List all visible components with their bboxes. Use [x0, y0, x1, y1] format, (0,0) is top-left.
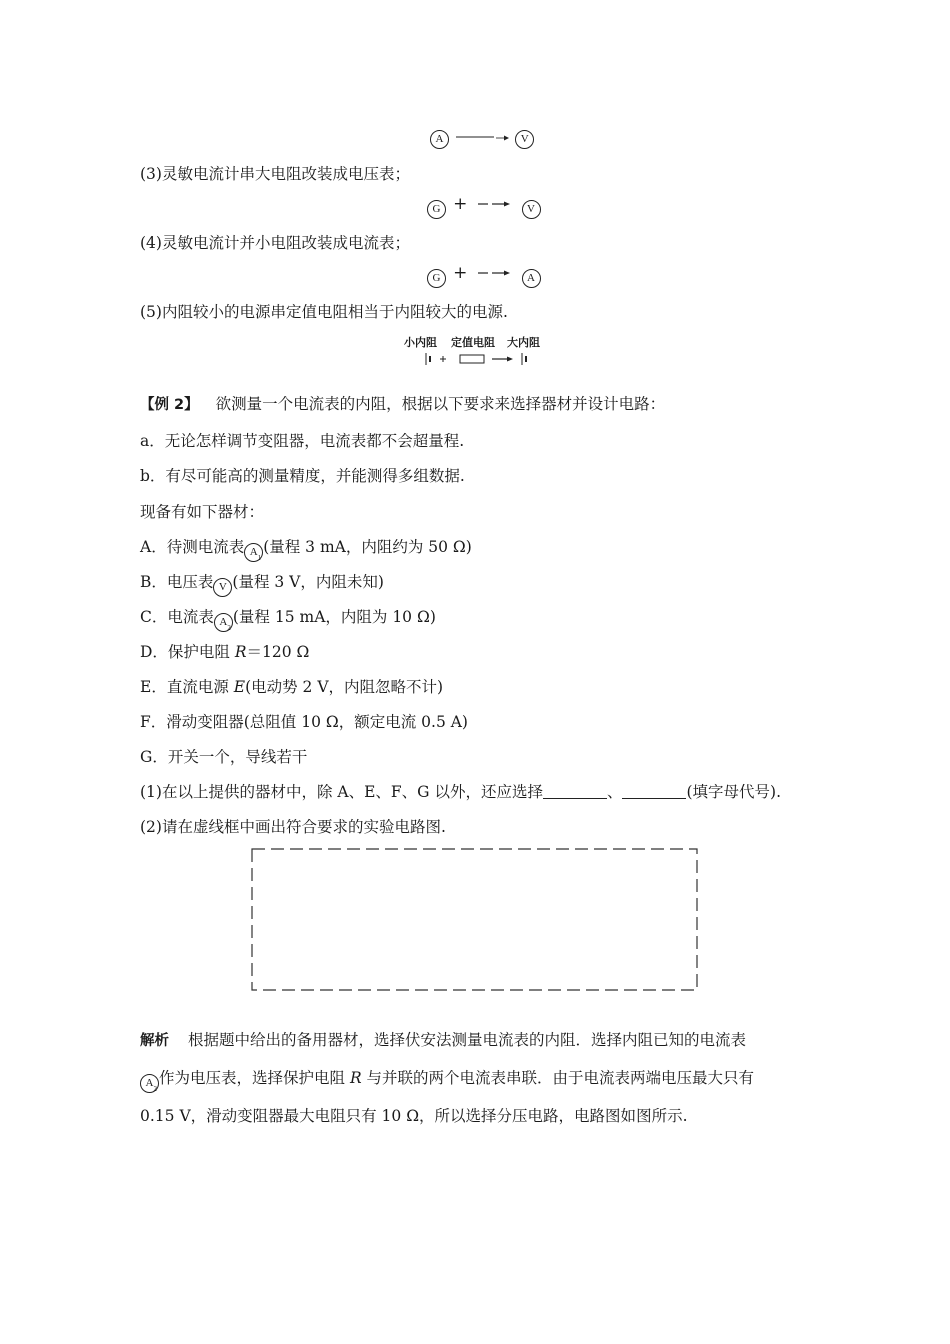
figure-galvanometer-to-voltmeter [427, 194, 541, 219]
option-b-suffix: (量程 3 V，内阻未知) [232, 573, 384, 591]
figure-battery-resistor [404, 334, 550, 370]
option-a-suffix: (量程 3 mA，内阻约为 50 Ω) [263, 538, 472, 556]
label-small-internal-resistance: 小内阻 [404, 336, 437, 349]
analysis-line-3: 0.15 V，滑动变阻器最大电阻只有 10 Ω，所以选择分压电路，电路图如图所示. [140, 1107, 688, 1125]
analysis-line-1 [140, 1030, 746, 1051]
label-fixed-resistor: 定值电阻 [451, 336, 495, 349]
example-tag: 【例 2】 [140, 397, 199, 413]
option-a [140, 537, 472, 562]
item-4: (4)灵敏电流计并小电阻改装成电流表； [140, 234, 410, 252]
battery-resistor-diagram [404, 350, 550, 368]
option-f: F．滑动变阻器(总阻值 10 Ω，额定电流 0.5 A) [140, 713, 468, 731]
question-2: (2)请在虚线框中画出符合要求的实验电路图. [140, 818, 446, 836]
arrow-icon [472, 194, 516, 212]
voltmeter-icon: V [522, 200, 541, 219]
voltmeter-icon: V [213, 578, 232, 597]
voltmeter-icon: V [515, 130, 534, 149]
answer-blank-2[interactable] [622, 784, 686, 799]
figure-ammeter-to-voltmeter [430, 124, 534, 149]
arrow-icon [454, 124, 510, 142]
option-b [140, 572, 384, 597]
plus-sign: + [453, 194, 468, 214]
analysis-tag: 解析 [140, 1033, 169, 1049]
option-b-prefix: B．电压表 [140, 573, 214, 591]
item-3: (3)灵敏电流计串大电阻改装成电压表； [140, 165, 410, 183]
requirement-b: b．有尽可能高的测量精度，并能测得多组数据. [140, 467, 465, 485]
circuit-drawing-box[interactable] [251, 848, 698, 991]
ammeter-a2-icon: A 2 [140, 1074, 159, 1093]
galvanometer-icon: G [427, 200, 446, 219]
label-large-internal-resistance: 大内阻 [507, 336, 540, 349]
option-c-suffix: (量程 15 mA，内阻为 10 Ω) [232, 608, 436, 626]
ammeter-a2-icon: A 2 [214, 613, 233, 632]
option-c [140, 607, 436, 632]
ammeter-a1-icon: A 1 [244, 543, 263, 562]
example-heading [140, 394, 665, 415]
arrow-icon [472, 263, 516, 281]
option-e: E．直流电源 E(电动势 2 V，内阻忽略不计) [140, 678, 444, 696]
equipment-intro: 现备有如下器材： [140, 503, 265, 521]
requirement-a: a．无论怎样调节变阻器，电流表都不会超量程. [140, 432, 465, 450]
option-c-prefix: C．电流表 [140, 608, 214, 626]
analysis-text-1: 根据题中给出的备用器材，选择伏安法测量电流表的内阻．选择内阻已知的电流表 [187, 1031, 746, 1049]
item-5: (5)内阻较小的电源串定值电阻相当于内阻较大的电源. [140, 303, 508, 321]
option-d: D．保护电阻 R＝120 Ω [140, 643, 310, 661]
figure-galvanometer-to-ammeter [427, 263, 541, 288]
ammeter-icon: A [522, 269, 541, 288]
question-1: (1)在以上提供的器材中，除 A、E、F、G 以外，还应选择 、 (填字母代号). [140, 783, 782, 801]
plus-sign: + [453, 263, 468, 283]
option-a-prefix: A．待测电流表 [140, 538, 245, 556]
galvanometer-icon: G [427, 269, 446, 288]
ammeter-icon: A [430, 130, 449, 149]
example-intro: 欲测量一个电流表的内阻，根据以下要求来选择器材并设计电路： [215, 395, 666, 413]
answer-blank-1[interactable] [543, 784, 607, 799]
option-g: G．开关一个，导线若干 [140, 748, 308, 766]
analysis-line-2: A 2 作为电压表，选择保护电阻 R 与并联的两个电流表串联．由于电流表两端电压最大只有 [140, 1068, 754, 1093]
